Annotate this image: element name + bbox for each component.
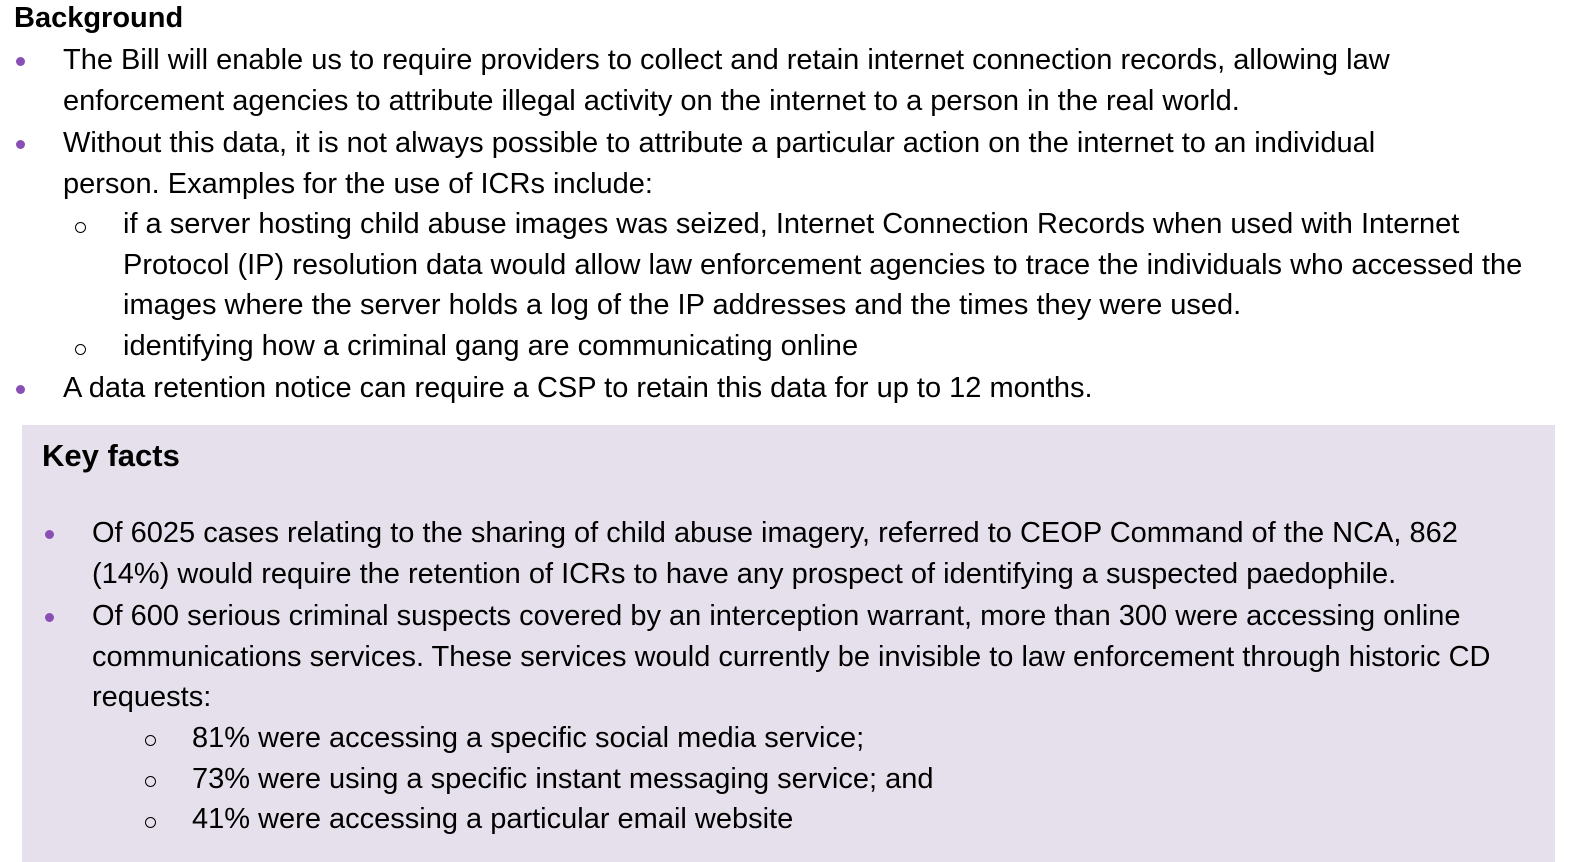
- background-subitem-1: if a server hosting child abuse images was seized, Internet Connection Records when used with Internet Protocol (IP) resolution data would allow law enforcement agencies to trace the individuals who accessed the images where the server holds a log of the IP addresses and the times they were used.: [123, 208, 1523, 322]
- key-facts-title: Key facts: [42, 438, 180, 473]
- bullet-dot-icon: [16, 57, 25, 66]
- background-bullet-1: The Bill will enable us to require providers to collect and retain internet connection records, allowing law enforcement agencies to attribute illegal activity on the internet to a person in the real world.: [63, 44, 1390, 117]
- circle-bullet-icon: [145, 776, 156, 787]
- background-subitem-2: identifying how a criminal gang are communicating online: [123, 330, 859, 362]
- circle-bullet-icon: [75, 222, 86, 233]
- key-facts-subitem-3: 41% were accessing a particular email website: [192, 803, 794, 835]
- circle-bullet-icon: [145, 817, 156, 828]
- bullet-dot-icon: [45, 613, 54, 622]
- background-heading: Background: [14, 2, 184, 34]
- circle-bullet-icon: [145, 735, 156, 746]
- key-facts-subitem-1: 81% were accessing a specific social media service;: [192, 722, 865, 754]
- bullet-dot-icon: [16, 140, 25, 149]
- bullet-dot-icon: [16, 385, 25, 394]
- bullet-dot-icon: [45, 530, 54, 539]
- key-facts-bullet-2: Of 600 serious criminal suspects covered by an interception warrant, more than 300 were accessing online communications services. These services would currently be invisible to law enforcement through historic CD requests:: [92, 600, 1491, 714]
- circle-bullet-icon: [75, 344, 86, 355]
- key-facts-subitem-2: 73% were using a specific instant messaging service; and: [192, 763, 934, 795]
- key-facts-bullet-1: Of 6025 cases relating to the sharing of child abuse imagery, referred to CEOP Command of the NCA, 862 (14%) would require the retention of ICRs to have any prospect of identifying a suspected paedophile.: [92, 517, 1458, 590]
- background-bullet-3: A data retention notice can require a CSP to retain this data for up to 12 months.: [63, 372, 1093, 404]
- background-bullet-2: Without this data, it is not always possible to attribute a particular action on the internet to an individual person. Examples for the use of ICRs include:: [63, 127, 1376, 200]
